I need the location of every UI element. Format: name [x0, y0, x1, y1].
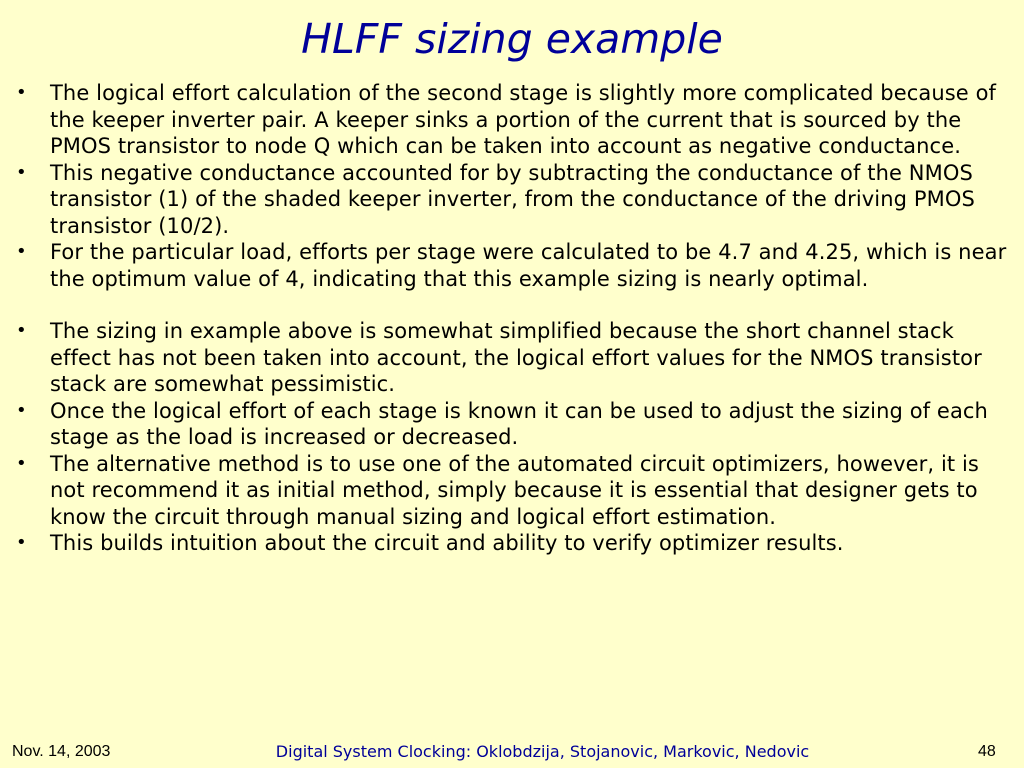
bullet-text: The alternative method is to use one of the automated circuit optimizers, however, it is not recommend it as initial method, simply because it is essential that designer gets to know the circuit through manual sizing and logical effort estimation.: [50, 451, 979, 529]
bullet-text: The logical effort calculation of the second stage is slightly more complicated because of the keeper inverter pair. A keeper sinks a portion of the current that is sourced by the PMOS transistor to node Q which can be taken into account as negative conductance.: [50, 81, 997, 158]
footer-credit: Digital System Clocking: Oklobdzija, Stojanovic, Markovic, Nedovic: [275, 742, 810, 761]
bullet-item: [14, 160, 1014, 240]
slide-title: HLFF sizing example: [301, 15, 723, 63]
bullet-icon: •: [16, 399, 27, 421]
page-number: 48: [978, 743, 996, 760]
bullet-item: [14, 398, 1014, 451]
bullet-icon: •: [16, 532, 27, 553]
bullet-text: For the particular load, efforts per stage were calculated to be 4.7 and 4.25, which is near the optimum value of 4, indicating that this example sizing is nearly optimal.: [50, 240, 1007, 291]
bullet-icon: •: [16, 452, 27, 474]
bullet-icon: •: [16, 161, 27, 183]
bullet-item: [14, 530, 1014, 557]
bullet-icon: •: [16, 241, 27, 262]
bullet-text: This negative conductance accounted for by subtracting the conductance of the NMOS transistor (1) of the shaded keeper inverter, from the conductance of the driving PMOS transistor (10/2).: [50, 160, 975, 238]
bullet-item: [14, 318, 1014, 398]
bullet-list: [14, 80, 1014, 557]
footer-date: Nov. 14, 2003: [12, 743, 111, 760]
bullet-text: This builds intuition about the circuit and ability to verify optimizer results.: [50, 531, 844, 555]
bullet-icon: •: [16, 82, 27, 103]
bullet-icon: •: [16, 320, 27, 341]
bullet-text: The sizing in example above is somewhat simplified because the short channel stack effect has not been taken into account, the logical effort values for the NMOS transistor stack are somewhat pessimistic.: [50, 319, 982, 396]
bullet-item: [14, 80, 1014, 160]
bullet-item: [14, 451, 1014, 531]
bullet-item: [14, 239, 1014, 292]
bullet-text: Once the logical effort of each stage is known it can be used to adjust the sizing of each stage as the load is increased or decreased.: [50, 398, 988, 449]
